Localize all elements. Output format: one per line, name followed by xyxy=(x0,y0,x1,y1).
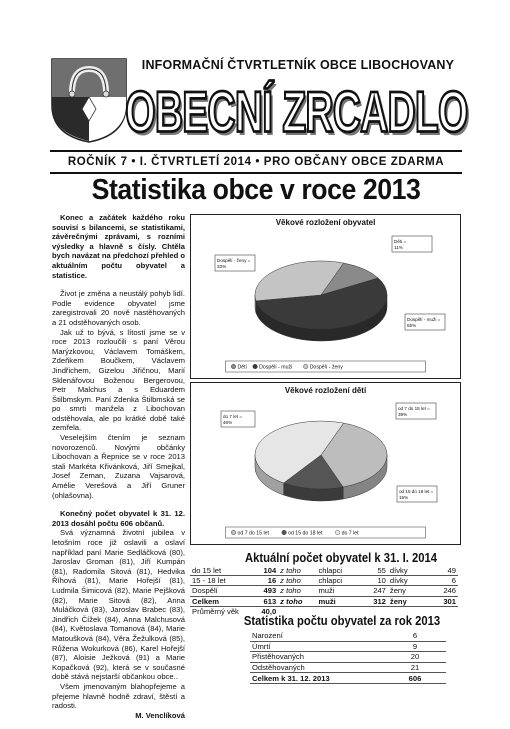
legend-swatch xyxy=(282,530,287,535)
table-cell: muži xyxy=(316,596,355,606)
article-column xyxy=(52,213,185,720)
average-age-label: Průměrný věk xyxy=(192,606,239,616)
table-1-title: Aktuální počet obyvatel k 31. I. 2014 xyxy=(245,551,437,565)
legend-label: do 7 let xyxy=(341,530,359,537)
chart-population-age xyxy=(190,214,461,379)
chart-children-age xyxy=(190,382,461,545)
table-cell: dívky xyxy=(388,566,425,576)
table-row xyxy=(190,586,458,596)
table-cell: 15 - 18 let xyxy=(190,576,249,586)
legend-swatch xyxy=(335,530,340,535)
table-cell: Odstěhovaných xyxy=(250,662,384,673)
table-cell: chlapci xyxy=(316,576,355,586)
article-author: M. Venclíková xyxy=(135,710,185,720)
data-label-value: 11% xyxy=(394,245,403,250)
table-row xyxy=(250,673,446,684)
table-row xyxy=(190,576,458,586)
data-label-value: 55% xyxy=(407,323,417,328)
average-age-value: 40,0 xyxy=(261,606,277,616)
masthead-subtitle: INFORMAČNÍ ČTVRTLETNÍK OBCE LIBOCHOVANY xyxy=(141,58,455,72)
table-cell: Narození xyxy=(250,631,384,641)
table-cell: 6 xyxy=(384,631,446,641)
legend-label: od 15 do 18 let xyxy=(288,530,323,537)
chart-2-title: Věkové rozložení dětí xyxy=(284,386,367,395)
data-label-value: 33% xyxy=(217,264,227,269)
yearly-stats-table xyxy=(250,631,446,684)
legend-swatch xyxy=(303,364,308,369)
data-label-text: od 15 do 18 let = xyxy=(399,489,434,494)
table-cell: 301 xyxy=(425,596,458,606)
table-cell: Úmrtí xyxy=(250,641,384,652)
table-cell: 10 xyxy=(355,576,388,586)
issue-bar: ROČNÍK 7 • I. ČTVRTLETÍ 2014 • PRO OBČANY OBCE ZDARMA xyxy=(50,150,462,174)
data-label-value: 46% xyxy=(223,420,233,425)
table-row xyxy=(190,596,458,606)
article-paragraph-3: Veselejším čtením je seznam novorozenců. Novými občánky Libochovan a Řepnice se v roce 2013 stali Markéta Křivánková, Jiří Smejkal, Josef Zeman, Zuzana Vajsarová, Amélie Verešová a Jiří Gruner (ohlašovna). xyxy=(52,433,185,500)
masthead-title-text: OBECNÍ ZRCADLO xyxy=(124,79,468,145)
data-label-text: do 7 let = xyxy=(223,414,243,419)
population-table xyxy=(190,566,458,616)
table-2-title: Statistika počtu obyvatel za rok 2013 xyxy=(243,614,441,628)
table-cell: 104 xyxy=(249,566,278,576)
article-paragraph-2: Jak už to bývá, s lítostí jsme se v roce 2013 rozloučili s paní Věrou Marýzkovou, Václavem Tomáškem, Zdeňkem Boučkem, Václavem Jindřichem, Gizelou Jiřičnou, Marií Sklenářovou Boženou Bergerovou, Petr Malchus a s Eduardem Štilbmskym. Paní Zdenka Štilbmská se po smrti manžela z Libochovan odstěhovala, ale po krátké době také zemřela. xyxy=(52,327,185,433)
article-paragraph-5: Svá významná životní jubilea v letošním roce již oslavili a oslaví například paní Marie Sedláčková (80), Jaroslav Groman (81), Jiří Kumpán (81), Radomila Sitová (81), Hedvika Říhová (81), Marie Hořejší (81), Ludmila Šimicová (82), Marie Pejšková (82), Marie Sitová (82), Anna Muláčková (83), Jaroslav Brabec (83), Jindřich Čížek (84), Anna Malchusová (84), Květoslava Tomanová (84), Marie Matoušková (84), Věra Žežulková (85), Růžena Wokurková (86), Karel Hořejší (87), Aloisie Ježková (91) a Marie Kopačková (92), která se v současné době stává nejstarší občankou obce.. xyxy=(52,528,185,682)
table-cell: Dospělí xyxy=(190,586,249,596)
table-cell: 312 xyxy=(355,596,388,606)
table-cell: 606 xyxy=(384,673,446,684)
legend-label: Děti xyxy=(237,364,247,371)
table-row xyxy=(250,641,446,652)
data-label-value: 39% xyxy=(398,412,408,417)
table-cell: 6 xyxy=(425,576,458,586)
legend-swatch xyxy=(231,364,236,369)
chart-1-title: Věkové rozložení obyvatel xyxy=(275,218,376,227)
table-cell: 493 xyxy=(249,586,278,596)
table-cell: chlapci xyxy=(316,566,355,576)
table-cell: 247 xyxy=(355,586,388,596)
table-cell: 9 xyxy=(384,641,446,652)
table-row xyxy=(250,662,446,673)
table-cell: z toho xyxy=(278,566,316,576)
table-cell: Přistěhovaných xyxy=(250,652,384,663)
chart-2-svg xyxy=(191,383,460,544)
table-cell: z toho xyxy=(278,576,316,586)
table-cell: 55 xyxy=(355,566,388,576)
table-cell: z toho xyxy=(278,596,316,606)
table-cell: 20 xyxy=(384,652,446,663)
article-lead: Konec a začátek každého roku souvisí s bilancemi, se statistikami, závěrečnými zprávami, s rozními výsledky a hlavně s čísly. Chtěla bych navázat na předchozí přehled o aktuálním počtu obyvatel a statistice. xyxy=(52,213,185,280)
chart-1-svg xyxy=(191,215,460,378)
data-label-text: Dospělí - muži = xyxy=(407,317,441,322)
data-label-value: 15% xyxy=(399,495,409,500)
table-cell: 16 xyxy=(249,576,278,586)
article-paragraph-1: Život je změna a neustálý pohyb lidí. Podle evidence obyvatel jsme zaregistrovali 20 nově nastěhovaných a 21 odstěhovaných osob. xyxy=(52,289,185,327)
legend-label: Dospělí - ženy xyxy=(309,364,343,371)
table-cell: z toho xyxy=(278,586,316,596)
legend-swatch xyxy=(231,530,236,535)
data-label-text: Dospělí - ženy = xyxy=(217,258,251,263)
table-row xyxy=(190,566,458,576)
table-cell: Celkem k 31. 12. 2013 xyxy=(250,673,384,684)
data-label-text: od 7 do 15 let = xyxy=(398,406,430,411)
table-cell: ženy xyxy=(388,596,425,606)
table-row xyxy=(250,631,446,641)
article-paragraph-6: Všem jmenovaným blahopřejeme a přejeme hlavně hodně zdraví, štěstí a radosti. xyxy=(52,681,185,711)
table-cell: Celkem xyxy=(190,596,249,606)
table-cell: 21 xyxy=(384,662,446,673)
masthead-title xyxy=(124,79,468,145)
data-label-text: Děti = xyxy=(394,239,407,244)
article-paragraph-4: Konečný počet obyvatel k 31. 12. 2013 dosáhl počtu 606 občanů. xyxy=(52,509,185,528)
table-cell: dívky xyxy=(388,576,425,586)
headline: Statistika obce v roce 2013 xyxy=(91,174,421,206)
table-cell: do 15 let xyxy=(190,566,249,576)
table-cell: 246 xyxy=(425,586,458,596)
table-cell: 613 xyxy=(249,596,278,606)
table-cell: ženy xyxy=(388,586,425,596)
table-row xyxy=(250,652,446,663)
legend-swatch xyxy=(253,364,258,369)
legend-label: Dospělí - muži xyxy=(259,364,293,371)
table-cell: muži xyxy=(316,586,355,596)
legend-label: od 7 do 15 let xyxy=(237,530,269,537)
village-coat-of-arms xyxy=(50,57,128,143)
table-cell: 49 xyxy=(425,566,458,576)
